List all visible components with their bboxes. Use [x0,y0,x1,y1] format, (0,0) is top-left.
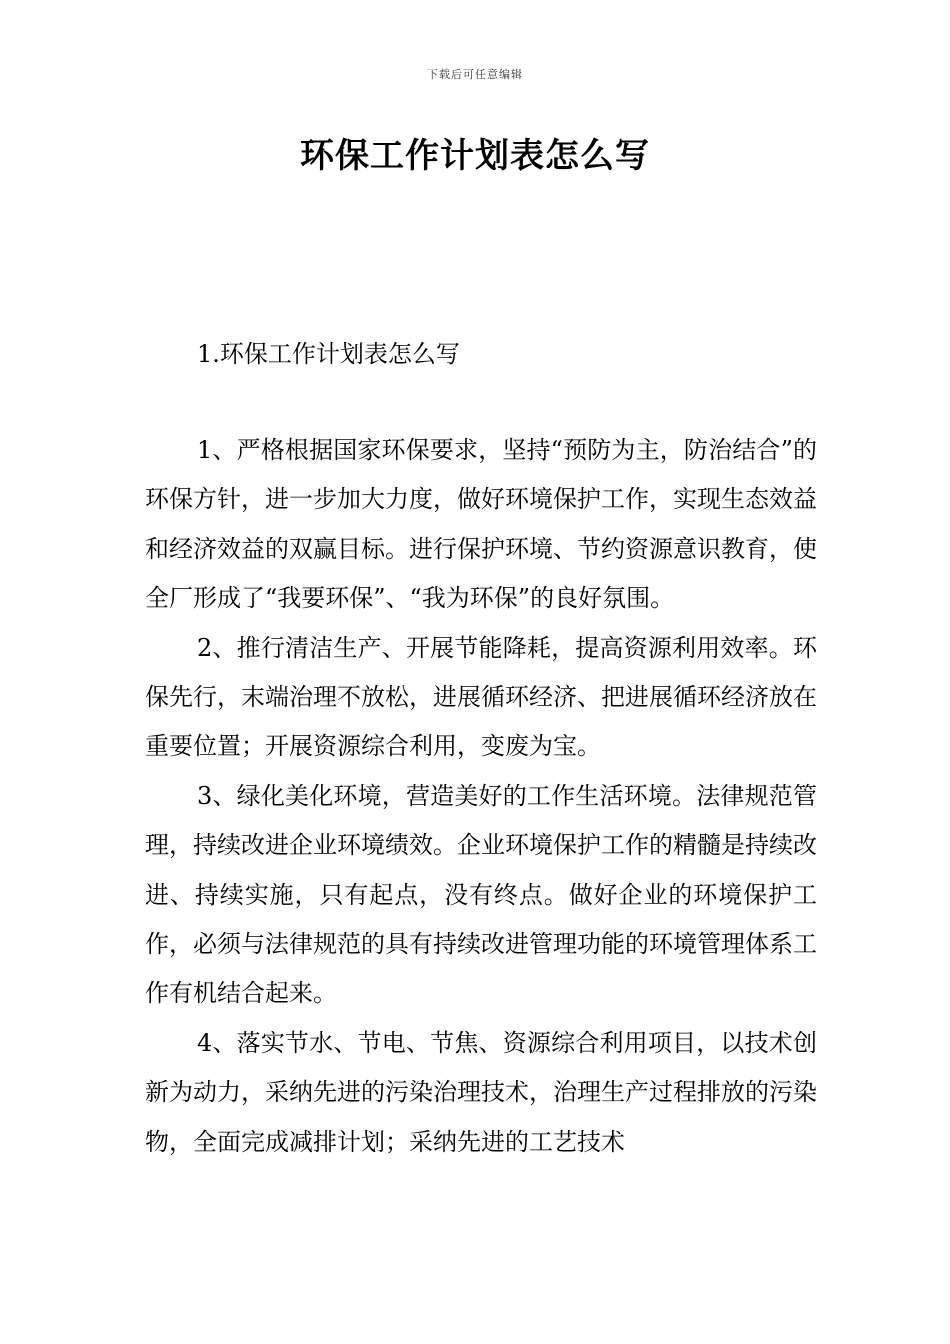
body-text [145,426,817,1167]
header-note: 下载后可任意编辑 [427,68,523,81]
page-title: 环保工作计划表怎么写 [300,136,650,176]
paragraph-2: 2、推行清洁生产、开展节能降耗，提高资源利用效率。环保先行，末端治理不放松，进展循环经济、把进展循环经济放在重要位置；开展资源综合利用，变废为宝。 [145,633,817,761]
paragraph-3: 3、绿化美化环境，营造美好的工作生活环境。法律规范管理，持续改进企业环境绩效。企业环境保护工作的精髓是持续改进、持续实施，只有起点，没有终点。做好企业的环境保护工作，必须与法律规范的具有持续改进管理功能的环境管理体系工作有机结合起来。 [145,781,817,1008]
section-heading: 1.环保工作计划表怎么写 [197,340,460,368]
paragraph-4: 4、落实节水、节电、节焦、资源综合利用项目，以技术创新为动力，采纳先进的污染治理技术，治理生产过程排放的污染物，全面完成减排计划；采纳先进的工艺技术 [145,1028,817,1156]
paragraph-1: 1、严格根据国家环保要求，坚持“预防为主，防治结合”的环保方针，进一步加大力度，做好环境保护工作，实现生态效益和经济效益的双赢目标。进行保护环境、节约资源意识教育，使全厂形成了“我要环保”、“我为环保”的良好氛围。 [145,436,817,613]
